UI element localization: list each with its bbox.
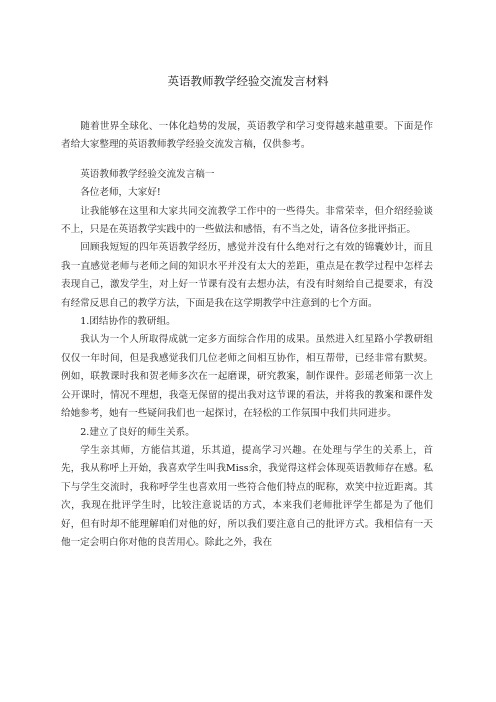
paragraph-greeting: 各位老师，大家好! [80, 187, 161, 199]
paragraph-point-1-body: 我认为一个人所取得成就一定多方面综合作用的成果。虽然进入红星路小学教研组仅仅一年时间，但是我感觉我们几位老师之间相互协作，相互帮带，已经非常有默契。例如，联教课时我和贺老师多次在一起磨课，研究教案，制作课件。彭瑶老师第一次上公开课时，情况不理想，我毫无保留的提出我对这节课的看法，并将我的教案和课件发给她参考，她有一些疑问我们也一起探讨，在轻松的工作氛围中我们共同进步。 [61, 334, 433, 420]
document-body [61, 118, 433, 552]
paragraph-intro: 随着世界全球化、一体化趋势的发展，英语教学和学习变得越来越重要。下面是作者给大家整理的英语教师教学经验交流发言稿，仅供参考。 [61, 121, 433, 151]
paragraph-point-2-heading: 2.建立了良好的师生关系。 [80, 426, 195, 438]
paragraph-point-2-body: 学生亲其师，方能信其道，乐其道，提高学习兴趣。在处理与学生的关系上，首先，我从称呼上开始，我喜欢学生叫我Miss余，我觉得这样会体现英语教师存在感。私下与学生交流时，我称呼学生也喜欢用一些符合他们特点的昵称，欢笑中拉近距离。其次，我现在批评学生时，比较注意说话的方式，本来我们老师批评学生都是为了他们好，但有时却不能理解咱们对他的好，所以我们要注意自己的批评方式。我相信有一天他一定会明白你对他的良苦用心。除此之外，我在 [61, 444, 433, 548]
paragraph-point-1-heading: 1.团结协作的教研组。 [80, 316, 176, 328]
document-title: 英语教师教学经验交流发言材料 [167, 74, 329, 88]
paragraph-review: 回顾我短短的四年英语教学经历，感觉并没有什么绝对行之有效的锦囊妙计，而且我一直感觉老师与老师之间的知识水平并没有太大的差距，重点是在教学过程中怎样去表现自己，激发学生，对上好一节课有没有去想办法，有没有时刻给自己提要求，有没有经常反思自己的教学方法，下面是我在这学期教学中注意到的七个方面。 [61, 242, 433, 309]
paragraph-speech-heading: 英语教师教学经验交流发言稿一 [80, 168, 215, 180]
paragraph-opening: 让我能够在这里和大家共同交流教学工作中的一些得失。非常荣幸，但介绍经验谈不上，只是在英语教学实践中的一些做法和感悟，有不当之处，请各位多批评指正。 [61, 205, 433, 236]
